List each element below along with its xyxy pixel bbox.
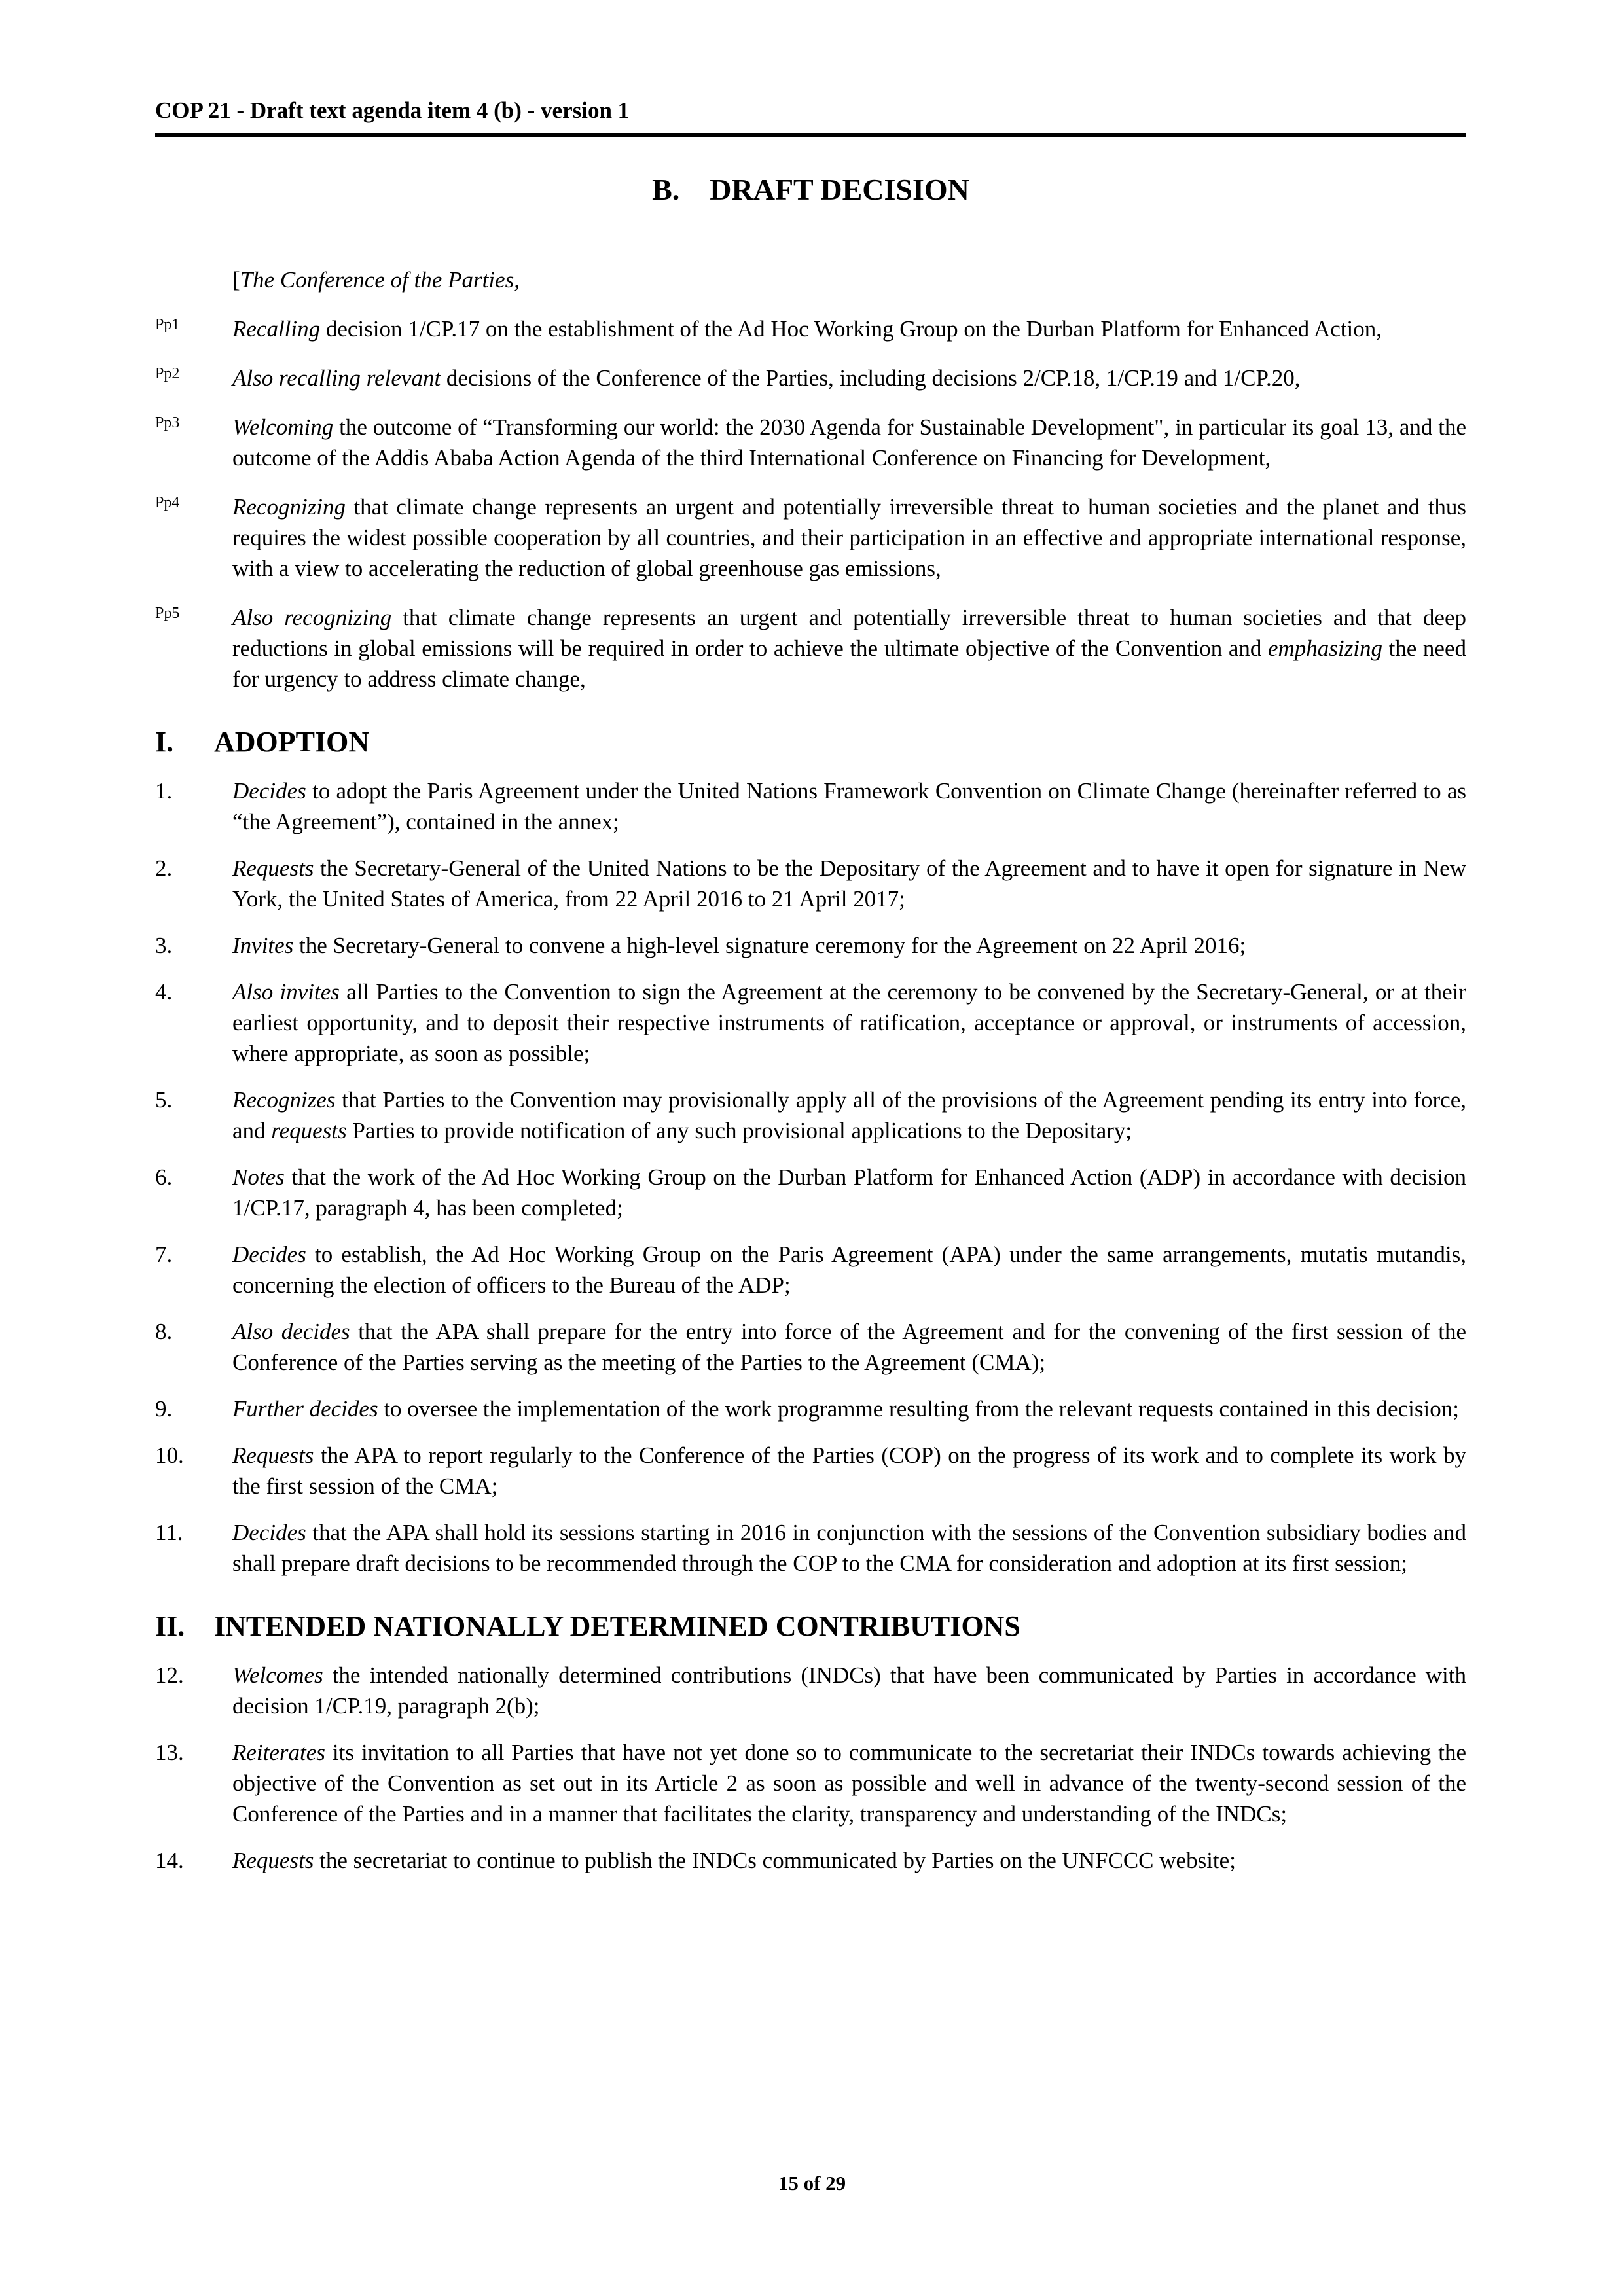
- preamble-paragraph: [155, 602, 1466, 694]
- item-text: [232, 1239, 1466, 1300]
- italic-run: Recognizing: [232, 494, 346, 520]
- preamble-intro-text: The Conference of the Parties,: [240, 267, 520, 293]
- preamble-label: Pp3: [155, 414, 180, 431]
- decision-sections: [155, 725, 1466, 1876]
- text-run: that climate change represents an urgent and potentially irreversible threat to human societies and the planet and thus requires the widest possible cooperation by all countries, and their participation in an effective and appropriate international response, with a view to accelerating the reduction of global greenhouse gas emissions,: [232, 494, 1466, 581]
- text-run: decision 1/CP.17 on the establishment of the Ad Hoc Working Group on the Durban Platform for Enhanced Action,: [320, 316, 1382, 342]
- item-text: [232, 977, 1466, 1069]
- italic-run: Requests: [232, 1848, 314, 1873]
- decision-item: [155, 853, 1466, 914]
- decision-item: [155, 930, 1466, 961]
- decision-item: [155, 1517, 1466, 1579]
- text-run: that climate change represents an urgent and potentially irreversible threat to human societies and that deep reductions in global emissions will be required in order to achieve the ultimate objective of the Convention and: [232, 605, 1466, 661]
- item-number: 4.: [155, 979, 173, 1005]
- italic-run: Further decides: [232, 1396, 378, 1422]
- preamble-text: [232, 492, 1466, 584]
- italic-run: Reiterates: [232, 1740, 325, 1765]
- item-text: [232, 1660, 1466, 1721]
- item-number: 6.: [155, 1164, 173, 1190]
- italic-run: Welcomes: [232, 1662, 323, 1688]
- italic-run: Decides: [232, 1242, 306, 1267]
- italic-run: Recognizes: [232, 1087, 336, 1113]
- italic-run: Also invites: [232, 979, 340, 1005]
- item-number: 10.: [155, 1443, 184, 1468]
- preamble-label: Pp2: [155, 365, 180, 382]
- text-run: to establish, the Ad Hoc Working Group on the Paris Agreement (APA) under the same arrangements, mutatis mutandis, concerning the election of officers to the Bureau of the ADP;: [232, 1242, 1466, 1298]
- decision-item: [155, 1440, 1466, 1501]
- text-run: all Parties to the Convention to sign the Agreement at the ceremony to be convened by the Secretary-General, or at their earliest opportunity, and to deposit their respective instruments of ratification, acceptance or approval, or instruments of accession, where appropriate, as soon as possible;: [232, 979, 1466, 1066]
- preamble-text: [232, 602, 1466, 694]
- italic-run: Decides: [232, 1520, 306, 1545]
- item-text: [232, 930, 1466, 961]
- section-title: INTENDED NATIONALLY DETERMINED CONTRIBUTIONS: [214, 1610, 1020, 1642]
- text-run: that Parties to the Convention may provisionally apply all of the provisions of the Agreement pending its entry into force, and: [232, 1087, 1466, 1143]
- item-number: 8.: [155, 1319, 173, 1344]
- text-run: the outcome of “Transforming our world: the 2030 Agenda for Sustainable Development", in particular its goal 13, and the outcome of the Addis Ababa Action Agenda of the third International Conference on Financing for Development,: [232, 414, 1466, 471]
- document-heading-title: DRAFT DECISION: [710, 173, 969, 206]
- item-text: [232, 1737, 1466, 1829]
- item-number: 13.: [155, 1740, 184, 1765]
- preamble-label: Pp1: [155, 316, 180, 333]
- item-number: 12.: [155, 1662, 184, 1688]
- text-run: to oversee the implementation of the work programme resulting from the relevant requests contained in this decision;: [378, 1396, 1459, 1422]
- text-run: the Secretary-General of the United Nations to be the Depositary of the Agreement and to have it open for signature in New York, the United States of America, from 22 April 2016 to 21 April 2017;: [232, 855, 1466, 912]
- decision-item: [155, 1316, 1466, 1378]
- text-run: the secretariat to continue to publish the INDCs communicated by Parties on the UNFCCC website;: [314, 1848, 1236, 1873]
- text-run: to adopt the Paris Agreement under the United Nations Framework Convention on Climate Change (hereinafter referred to as “the Agreement”), contained in the annex;: [232, 778, 1466, 834]
- italic-run: Invites: [232, 933, 294, 958]
- italic-run: Also recalling relevant: [232, 365, 441, 391]
- item-number: 3.: [155, 933, 173, 958]
- section-numeral: I.: [155, 726, 174, 758]
- text-run: that the APA shall hold its sessions starting in 2016 in conjunction with the sessions of the Convention subsidiary bodies and shall prepare draft decisions to be recommended through the COP to the CMA for consideration and adoption at its first session;: [232, 1520, 1466, 1576]
- preamble-paragraph: [155, 314, 1466, 344]
- preamble-text: [232, 363, 1466, 393]
- italic-run: Requests: [232, 1443, 314, 1468]
- running-header-title: COP 21 - Draft text agenda item 4 (b) - version 1: [155, 98, 630, 123]
- decision-item: [155, 776, 1466, 837]
- preamble-paragraph: [155, 492, 1466, 584]
- text-run: Parties to provide notification of any such provisional applications to the Depositary;: [346, 1118, 1132, 1143]
- page-header: [155, 97, 1466, 137]
- item-number: 5.: [155, 1087, 173, 1113]
- item-number: 14.: [155, 1848, 184, 1873]
- page-footer: [0, 2172, 1624, 2195]
- text-run: the need for urgency to address climate change,: [232, 636, 1466, 692]
- item-text: [232, 1393, 1466, 1424]
- italic-run: Requests: [232, 855, 314, 881]
- item-text: [232, 1316, 1466, 1378]
- decision-item: [155, 1085, 1466, 1146]
- item-number: 7.: [155, 1242, 173, 1267]
- italic-run: Decides: [232, 778, 306, 804]
- preamble-paragraph: [155, 412, 1466, 473]
- decision-item: [155, 1845, 1466, 1876]
- decision-item: [155, 1162, 1466, 1223]
- text-run: decisions of the Conference of the Parties, including decisions 2/CP.18, 1/CP.19 and 1/CP.20,: [441, 365, 1301, 391]
- item-number: 1.: [155, 778, 173, 804]
- text-run: its invitation to all Parties that have not yet done so to communicate to the secretariat their INDCs towards achieving the objective of the Convention as set out in its Article 2 as soon as possible and well in advance of the twenty-second session of the Conference of the Parties and in a manner that facilitates the clarity, transparency and understanding of the INDCs;: [232, 1740, 1466, 1827]
- text-run: that the work of the Ad Hoc Working Group on the Durban Platform for Enhanced Action (ADP) in accordance with decision 1/CP.17, paragraph 4, has been completed;: [232, 1164, 1466, 1221]
- preamble-paragraph: [155, 363, 1466, 393]
- preamble-text: [232, 412, 1466, 473]
- decision-item: [155, 977, 1466, 1069]
- italic-run: emphasizing: [1267, 636, 1382, 661]
- preamble-label: Pp4: [155, 494, 180, 511]
- preamble-intro: [232, 264, 1466, 295]
- item-number: 2.: [155, 855, 173, 881]
- italic-run: Also decides: [232, 1319, 350, 1344]
- italic-run: Notes: [232, 1164, 285, 1190]
- item-text: [232, 1845, 1466, 1876]
- item-number: 11.: [155, 1520, 183, 1545]
- decision-item: [155, 1393, 1466, 1424]
- text-run: the Secretary-General to convene a high-level signature ceremony for the Agreement on 22 April 2016;: [293, 933, 1246, 958]
- item-number: 9.: [155, 1396, 173, 1422]
- italic-run: Recalling: [232, 316, 321, 342]
- decision-item: [155, 1239, 1466, 1300]
- text-run: the intended nationally determined contributions (INDCs) that have been communicated by Parties in accordance with decision 1/CP.19, paragraph 2(b);: [232, 1662, 1466, 1719]
- section-heading: [155, 725, 1466, 760]
- decision-item: [155, 1660, 1466, 1721]
- item-text: [232, 1085, 1466, 1146]
- item-text: [232, 853, 1466, 914]
- italic-run: requests: [271, 1118, 347, 1143]
- item-text: [232, 776, 1466, 837]
- item-text: [232, 1517, 1466, 1579]
- item-text: [232, 1162, 1466, 1223]
- preamble-label: Pp5: [155, 605, 180, 622]
- document-heading-label: B.: [652, 173, 680, 206]
- section-title: ADOPTION: [214, 726, 370, 758]
- text-run: that the APA shall prepare for the entry into force of the Agreement and for the convening of the first session of the Conference of the Parties serving as the meeting of the Parties to the Agreement (CMA);: [232, 1319, 1466, 1375]
- item-text: [232, 1440, 1466, 1501]
- italic-run: Also recognizing: [232, 605, 392, 630]
- document-heading: [155, 171, 1466, 208]
- header-rule: [155, 133, 1466, 137]
- section-heading: [155, 1609, 1466, 1644]
- preamble-intro-bracket: [: [232, 267, 240, 293]
- text-run: the APA to report regularly to the Conference of the Parties (COP) on the progress of its work and to complete its work by the first session of the CMA;: [232, 1443, 1466, 1499]
- section-numeral: II.: [155, 1610, 185, 1642]
- preamble-list: [155, 314, 1466, 694]
- decision-item: [155, 1737, 1466, 1829]
- italic-run: Welcoming: [232, 414, 334, 440]
- preamble-text: [232, 314, 1466, 344]
- page-number: 15 of 29: [778, 2172, 846, 2195]
